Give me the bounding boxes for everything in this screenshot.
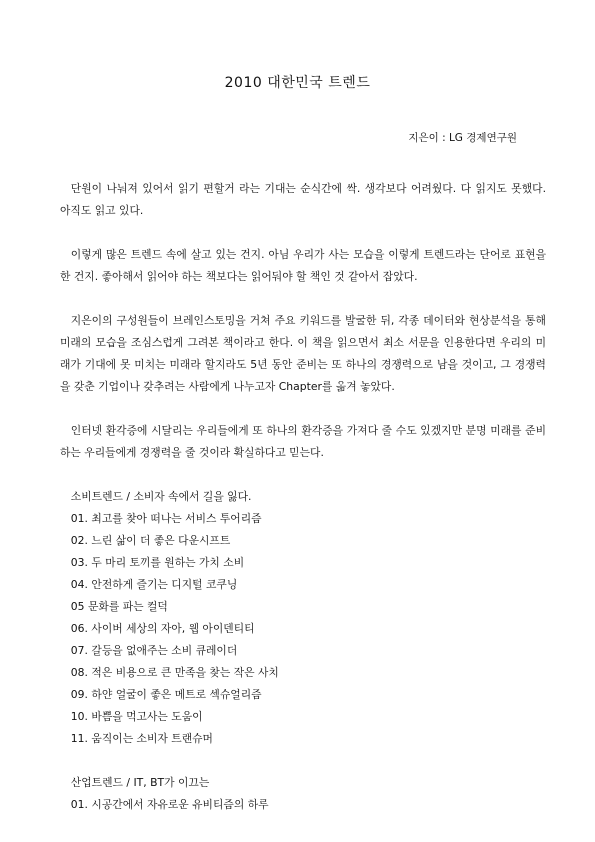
list-item: 05 문화를 파는 컬덕 [70, 600, 168, 613]
list-item: 04. 안전하게 즐기는 디지털 코쿠닝 [70, 578, 238, 591]
list-item: 02. 느린 삶이 더 좋은 다운시프트 [70, 534, 231, 547]
section-heading: 산업트렌드 / IT, BT가 이끄는 [70, 776, 210, 789]
list-item: 07. 갈등을 없애주는 소비 큐레이더 [70, 644, 238, 657]
industry-trend-section [60, 772, 546, 816]
list-item: 09. 하얀 얼굴이 좋은 메트로 섹슈얼리즘 [70, 688, 262, 701]
list-item: 03. 두 마리 토끼를 원하는 가치 소비 [70, 556, 245, 569]
list-item: 08. 적은 비용으로 큰 만족을 찾는 작은 사치 [70, 666, 279, 679]
consumer-trend-section [60, 486, 546, 750]
list-item: 10. 바쁨을 먹고사는 도움이 [70, 710, 203, 723]
list-item: 11. 움직이는 소비자 트랜슈머 [70, 732, 213, 745]
document-title: 2010 대한민국 트렌드 [224, 75, 371, 91]
paragraph: 지은이의 구성원들이 브레인스토밍을 거쳐 주요 키워드를 발굴한 뒤, 각종 데이터와 현상분석을 통해 미래의 모습을 조심스럽게 그려본 책이라고 한다. 이 책을 읽으면서 최소 서문을 인용한다면 우리의 미래가 기대에 못 미치는 미래라 할지라도 5년 동안 준비는 또 하나의 경쟁력으로 남을 것이고, 그 경쟁력을 갖춘 기업이나 갖추려는 사람에게 나누고자 Chapter를 옮겨 놓았다. [60, 314, 546, 393]
paragraph: 이렇게 많은 트렌드 속에 살고 있는 건지. 아님 우리가 사는 모습을 이렇게 트렌드라는 단어로 표현을 한 건지. 좋아해서 읽어야 하는 책보다는 읽어둬야 할 책인 것 같아서 잡았다. [60, 248, 546, 283]
list-item: 01. 최고를 찾아 떠나는 서비스 투어리즘 [70, 512, 262, 525]
section-heading: 소비트렌드 / 소비자 속에서 길을 잃다. [70, 490, 252, 503]
list-item: 01. 시공간에서 자유로운 유비티즘의 하루 [70, 798, 269, 811]
paragraph: 인터넷 환각증에 시달리는 우리들에게 또 하나의 환각증을 가져다 줄 수도 있겠지만 분명 미래를 준비하는 우리들에게 경쟁력을 줄 것이라 확실하다고 믿는다. [60, 424, 546, 459]
document-body [60, 178, 546, 838]
list-item: 06. 사이버 세상의 자아, 웹 아이덴티티 [70, 622, 255, 635]
author-line: 지은이 : LG 경제연구원 [408, 132, 517, 144]
paragraph: 단원이 나눠져 있어서 읽기 편할거 라는 기대는 순식간에 싹. 생각보다 어려웠다. 다 읽지도 못했다. 아직도 읽고 있다. [60, 182, 546, 217]
